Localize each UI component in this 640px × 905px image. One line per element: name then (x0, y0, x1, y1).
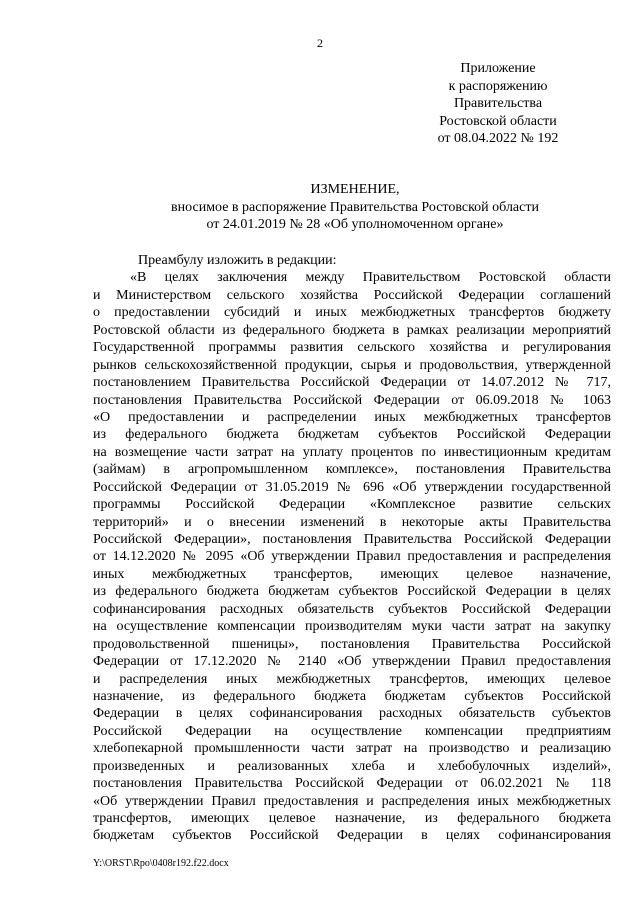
body-line: территорий» и о внесении изменений в некоторые акты Правительства (93, 514, 611, 530)
body-line: Федерации в целях софинансирования расходных обязательств субъектов (93, 706, 611, 722)
body-line: из федерального бюджета бюджетам субъектов Российской Федерации (93, 427, 611, 443)
body-line: бюджетам субъектов Российской Федерации в целях софинансирования (93, 828, 611, 844)
appendix-line: Ростовской области (439, 113, 557, 129)
body-line: продовольственной пшеницы», постановления Правительства Российской (93, 636, 611, 652)
appendix-line: к распоряжению (448, 78, 548, 94)
body-line: Российской Федерации от 31.05.2019 № 696 «Об утверждении государственной (93, 479, 611, 495)
body-line: (займам) в агропромышленном комплексе», постановления Правительства (93, 462, 611, 478)
body-line: из федерального бюджета бюджетам субъектов Российской Федерации в целях (93, 584, 611, 600)
body-line: постановлением Правительства Российской Федерации от 14.07.2012 № 717, (93, 375, 611, 391)
body-line: Ростовской области из федерального бюджета в рамках реализации мероприятий (93, 322, 611, 338)
appendix-line: Правительства (453, 96, 543, 111)
document-heading (80, 181, 630, 234)
heading-title: ИЗМЕНЕНИЕ, (310, 182, 400, 197)
file-path-footer: Y:\ORST\Rpo\0408r192.f22.docx (93, 858, 229, 869)
page-number: 2 (317, 36, 323, 50)
body-text (93, 252, 611, 845)
body-line: Российской Федерации на осуществление компенсации предприятиям (93, 723, 611, 739)
body-line: «О предоставлении и распределении иных межбюджетных трансфертов (93, 409, 611, 425)
heading-subtitle-line: от 24.01.2019 № 28 «Об уполномоченном органе» (206, 217, 504, 232)
body-line: «В целях заключения между Правительством Ростовской области (130, 270, 611, 286)
body-line: и распределения иных межбюджетных трансфертов, имеющих целевое (93, 671, 611, 687)
body-line: от 14.12.2020 № 2095 «Об утверждении Правил предоставления и распределения (93, 549, 611, 565)
body-line: о предоставлении субсидий и иных межбюджетных трансфертов бюджету (93, 305, 611, 321)
body-line: софинансирования расходных обязательств субъектов Российской Федерации (93, 601, 611, 617)
appendix-block (390, 60, 606, 148)
body-line: хлебопекарной промышленности части затрат на производство и реализацию (93, 741, 611, 757)
heading-subtitle-line: вносимое в распоряжение Правительства Ростовской области (171, 199, 539, 215)
body-intro: Преамбулу изложить в редакции: (138, 253, 337, 268)
appendix-line: Приложение (460, 61, 536, 76)
body-line: на возмещение части затрат на уплату процентов по инвестиционным кредитам (93, 444, 611, 460)
body-line: «Об утверждении Правил предоставления и распределения иных межбюджетных (93, 793, 611, 809)
body-line: постановления Правительства Российской Федерации от 06.09.2018 № 1063 (93, 392, 611, 408)
body-line: постановления Правительства Российской Федерации от 06.02.2021 № 118 (93, 776, 611, 792)
body-line: Российской Федерации», постановления Правительства Российской Федерации (93, 532, 611, 547)
appendix-line: от 08.04.2022 № 192 (437, 131, 559, 146)
body-line: программы Российской Федерации «Комплексное развитие сельских (93, 497, 611, 513)
body-line: рынков сельскохозяйственной продукции, сырья и продовольствия, утвержденной (93, 357, 611, 373)
body-line: иных межбюджетных трансфертов, имеющих целевое назначение, (93, 566, 611, 582)
body-line: произведенных и реализованных хлеба и хлебобулочных изделий», (93, 758, 611, 774)
body-line: назначение, из федерального бюджета бюджетам субъектов Российской (93, 688, 611, 704)
body-line: трансфертов, имеющих целевое назначение, из федерального бюджета (93, 811, 611, 826)
body-line: Федерации от 17.12.2020 № 2140 «Об утверждении Правил предоставления (93, 654, 611, 670)
body-line: Государственной программы развития сельского хозяйства и регулирования (93, 340, 611, 356)
body-line: на осуществление компенсации производителям муки части затрат на закупку (93, 619, 611, 635)
body-line: и Министерством сельского хозяйства Российской Федерации соглашений (93, 287, 611, 303)
